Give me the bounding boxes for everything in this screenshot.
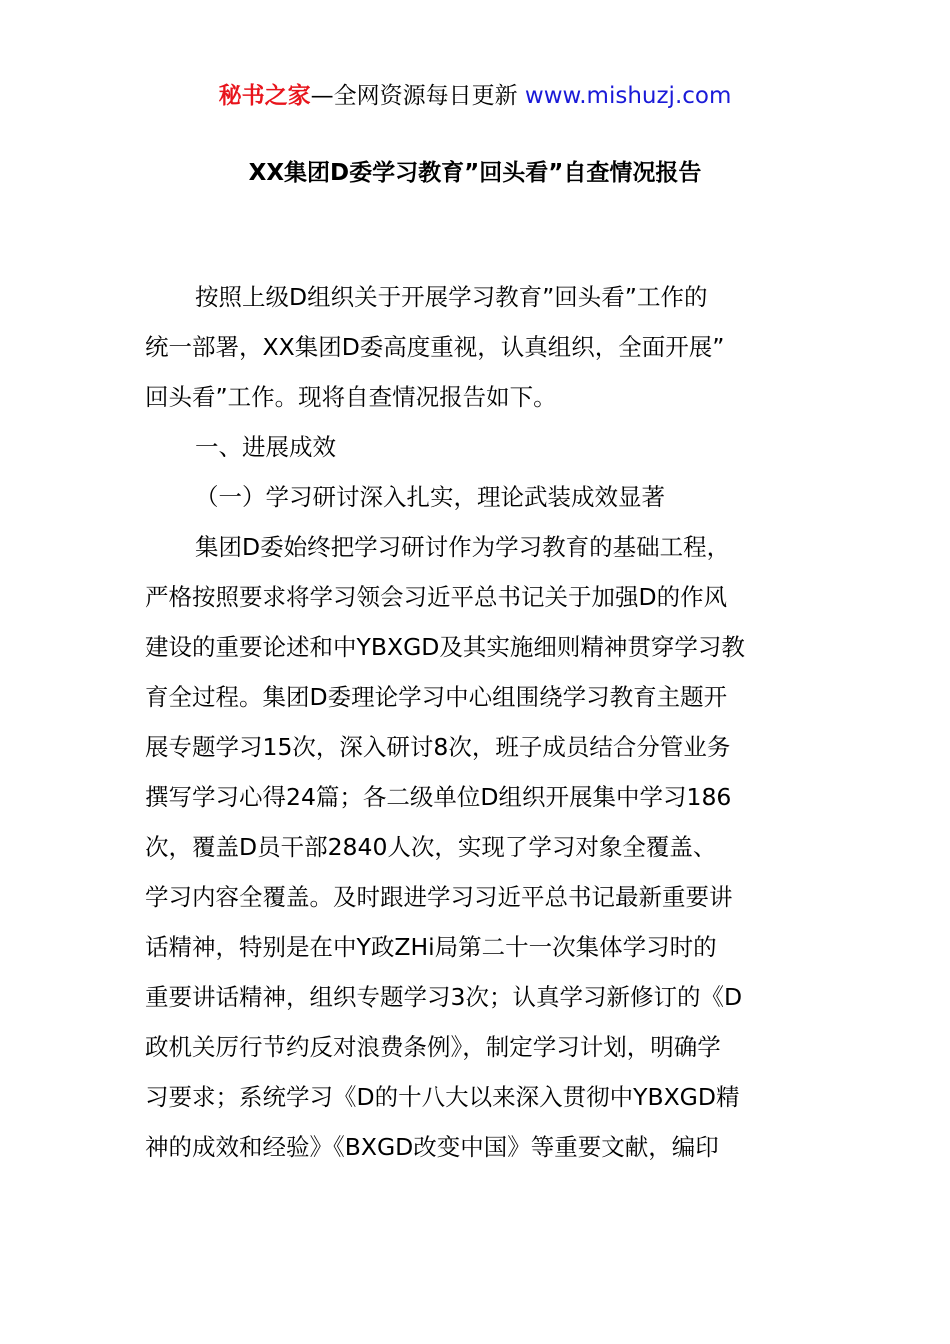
subsection-heading: （一）学习研讨深入扎实，理论武装成效显著 [195,483,665,511]
site-tagline: —全网资源每日更新 [310,83,525,109]
site-brand: 秘书之家 [218,83,311,109]
body-line: 话精神，特别是在中Y政ZHi局第二十一次集体学习时的 [145,933,717,961]
document-title: XX集团D委学习教育”回头看”自查情况报告 [248,160,702,186]
document-body [145,272,807,1172]
body-line: 政机关厉行节约反对浪费条例》，制定学习计划，明确学 [145,1033,721,1061]
body-line: 回头看”工作。现将自查情况报告如下。 [145,383,557,411]
body-line: 建设的重要论述和中YBXGD及其实施细则精神贯穿学习教 [145,633,745,661]
body-line: 学习内容全覆盖。及时跟进学习习近平总书记最新重要讲 [145,883,733,911]
body-line: 按照上级D组织关于开展学习教育”回头看”工作的 [195,283,708,311]
body-line: 神的成效和经验》《BXGD改变中国》等重要文献，编印 [145,1133,719,1161]
body-line: 次，覆盖D员干部2840人次，实现了学习对象全覆盖、 [145,833,717,861]
section-heading: 一、进展成效 [195,433,336,461]
body-line: 育全过程。集团D委理论学习中心组围绕学习教育主题开 [145,683,728,711]
body-line: 展专题学习15次，深入研讨8次，班子成员结合分管业务 [145,733,731,761]
body-line: 统一部署，XX集团D委高度重视，认真组织，全面开展” [145,333,725,361]
body-line: 重要讲话精神，组织专题学习3次；认真学习新修订的《D [145,983,743,1011]
body-line: 撰写学习心得24篇；各二级单位D组织开展集中学习186 [145,783,732,811]
body-line: 集团D委始终把学习研讨作为学习教育的基础工程， [195,533,731,561]
body-line: 严格按照要求将学习领会习近平总书记关于加强D的作风 [145,583,728,611]
site-url-link[interactable]: www.mishuzj.com [524,83,732,109]
body-line: 习要求；系统学习《D的十八大以来深入贯彻中YBXGD精 [145,1083,740,1111]
site-header [0,80,950,112]
